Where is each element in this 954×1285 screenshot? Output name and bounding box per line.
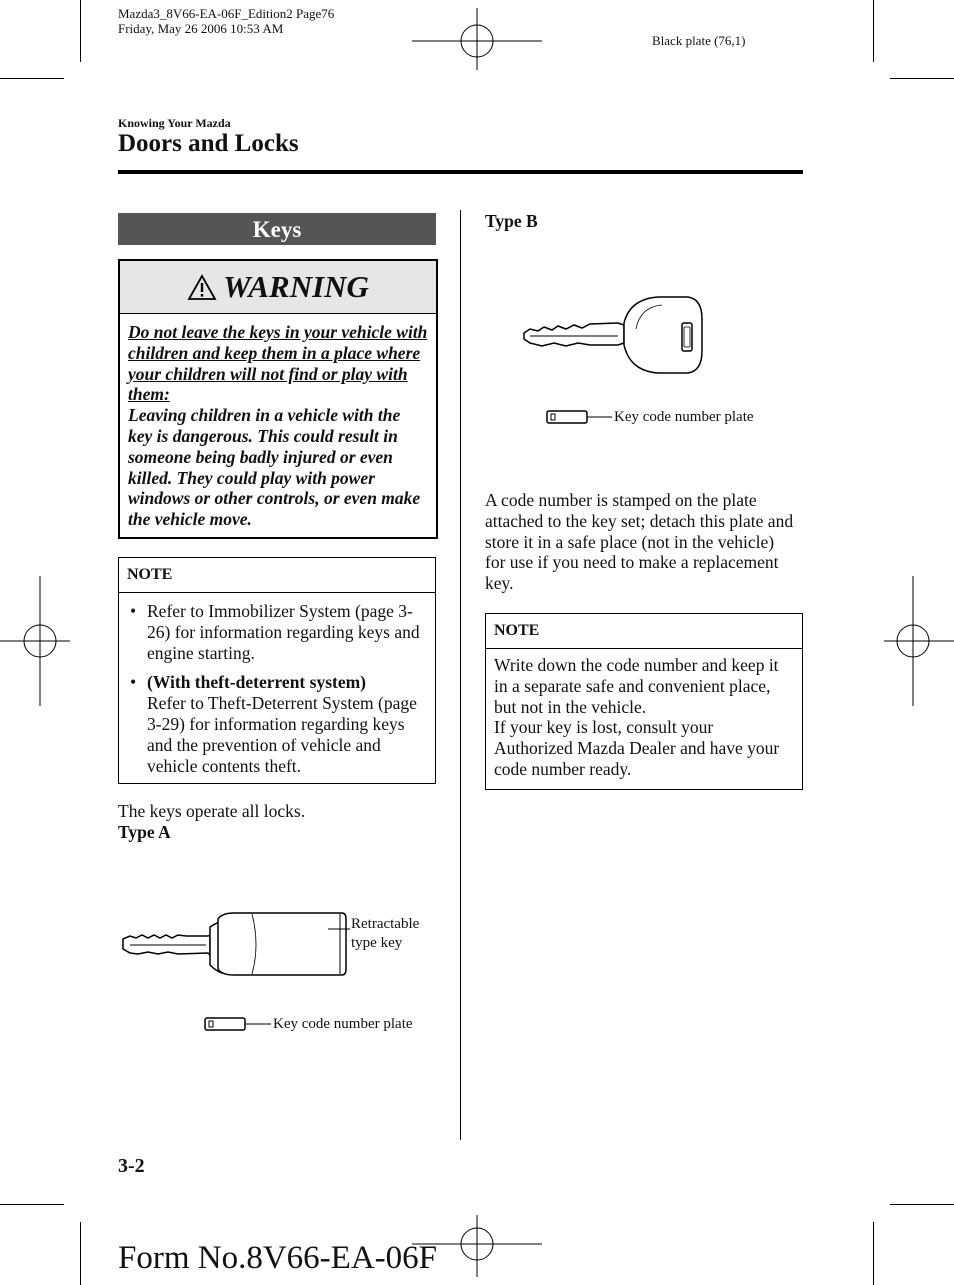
title-rule	[118, 170, 803, 174]
crop-mark	[873, 0, 874, 62]
note-item	[127, 601, 427, 663]
page-title: Doors and Locks	[118, 130, 299, 157]
note-box-code-number	[485, 613, 803, 790]
warning-title: WARNING	[223, 269, 369, 304]
warning-body	[120, 314, 436, 530]
note-item-text: Refer to Immobilizer System (page 3-26) for information regarding keys and engine starting.	[147, 601, 420, 663]
type-b-label: Type B	[485, 211, 538, 231]
note-line: Write down the code number and keep it in a separate safe and convenient place, but not in the vehicle.	[494, 655, 779, 717]
section-label: Knowing Your Mazda	[118, 116, 231, 130]
crop-mark	[0, 78, 64, 79]
locks-text: The keys operate all locks.	[118, 801, 306, 821]
crop-mark	[80, 1222, 81, 1285]
registration-mark-right	[884, 576, 954, 706]
crop-mark	[890, 78, 954, 79]
type-b-key-illustration	[518, 293, 708, 375]
note-item	[127, 672, 427, 776]
print-job-timestamp: Friday, May 26 2006 10:53 AM	[118, 21, 284, 36]
page-number: 3-2	[118, 1155, 145, 1177]
note-heading: NOTE	[486, 614, 802, 649]
crop-mark	[0, 1204, 64, 1205]
note-text	[486, 649, 802, 788]
type-a-label: Type A	[118, 822, 171, 842]
bullet-icon: •	[130, 601, 137, 621]
note-box-immobilizer	[118, 557, 436, 784]
note-line: If your key is lost, consult your Authorized Mazda Dealer and have your code number ready.	[494, 717, 780, 779]
note-heading: NOTE	[119, 558, 435, 593]
key-code-plate-icon	[546, 409, 612, 427]
retractable-key-label: Retractable type key	[351, 916, 420, 951]
warning-lead: Do not leave the keys in your vehicle with children and keep them in a place where your children will not find or play with them:	[128, 322, 428, 405]
bullet-icon: •	[130, 672, 137, 693]
type-a-key-illustration	[118, 905, 348, 985]
column-divider	[460, 210, 461, 1140]
note-item-bold: (With theft-deterrent system)	[147, 672, 367, 693]
plate-label: Black plate (76,1)	[652, 33, 746, 48]
key-code-plate-icon	[204, 1016, 272, 1034]
type-b-plate-label: Key code number plate	[614, 409, 754, 425]
type-a-plate-label: Key code number plate	[273, 1016, 413, 1032]
warning-triangle-icon	[187, 274, 217, 301]
keys-heading: Keys	[118, 213, 436, 245]
form-number: Form No.8V66-EA-06F	[118, 1240, 437, 1276]
registration-mark-top	[412, 8, 542, 70]
warning-text: Leaving children in a vehicle with the key is dangerous. This could result in someone being badly injured or even killed. They could play with power windows or other controls, or even make the vehicle move.	[128, 405, 421, 530]
callout-leader-line	[328, 924, 352, 934]
warning-header	[120, 261, 436, 314]
warning-box	[118, 259, 438, 539]
crop-mark	[890, 1204, 954, 1205]
crop-mark	[80, 0, 81, 62]
print-job-header	[118, 6, 334, 36]
registration-mark-left	[0, 576, 70, 706]
print-job-filename: Mazda3_8V66-EA-06F_Edition2 Page76	[118, 6, 335, 21]
note-item-text: Refer to Theft-Deterrent System (page 3-29) for information regarding keys and the prevention of vehicle and vehicle contents theft.	[147, 693, 417, 776]
code-number-text: A code number is stamped on the plate attached to the key set; detach this plate and store it in a safe place (not in the vehicle) for use if you need to make a replacement key.	[485, 490, 794, 594]
crop-mark	[873, 1222, 874, 1285]
note-list	[119, 593, 435, 788]
